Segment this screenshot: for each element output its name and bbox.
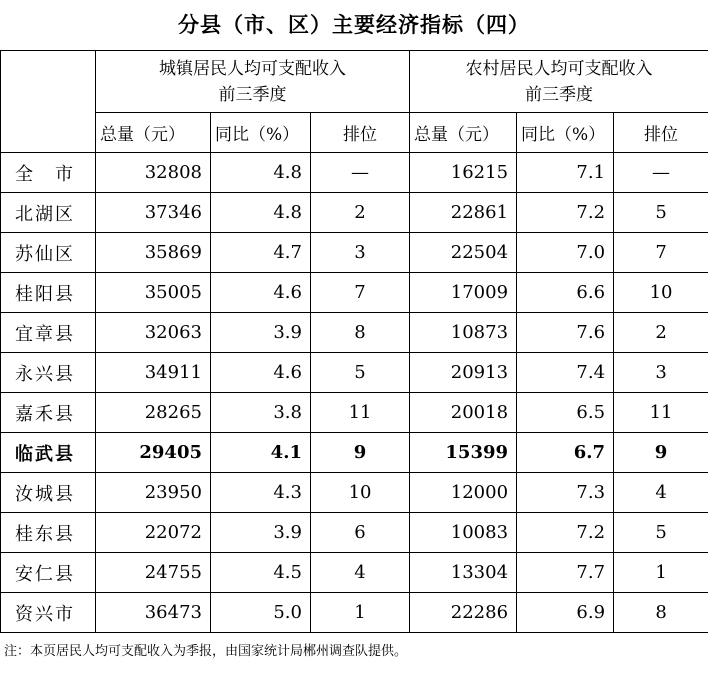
rural-rank-cell: 5 xyxy=(614,193,708,233)
urban-rank-cell: 9 xyxy=(311,433,410,473)
urban-yoy-header: 同比（%） xyxy=(211,113,311,153)
urban-rank-cell: 2 xyxy=(311,193,410,233)
footnote: 注：本页居民人均可支配收入为季报，由国家统计局郴州调查队提供。 xyxy=(4,644,408,659)
table-row xyxy=(1,393,708,433)
urban-group-title: 城镇居民人均可支配收入 xyxy=(159,58,347,79)
rural-group-title: 农村居民人均可支配收入 xyxy=(465,58,653,79)
rural-total-cell: 12000 xyxy=(410,473,517,513)
urban-yoy-cell: 4.8 xyxy=(211,153,311,193)
urban-yoy-cell: 3.8 xyxy=(211,393,311,433)
rural-rank-cell: 10 xyxy=(614,273,708,313)
rural-total-cell: 16215 xyxy=(410,153,517,193)
corner-cell-lower xyxy=(1,113,96,153)
rural-total-cell: 17009 xyxy=(410,273,517,313)
rural-yoy-cell: 7.2 xyxy=(517,193,614,233)
rural-group-header xyxy=(410,51,708,113)
rural-rank-cell: 9 xyxy=(614,433,708,473)
urban-group-period: 前三季度 xyxy=(218,84,287,105)
urban-yoy-cell: 4.1 xyxy=(211,433,311,473)
table-row xyxy=(1,593,708,633)
rural-yoy-cell: 7.6 xyxy=(517,313,614,353)
table-row xyxy=(1,273,708,313)
region-name: 桂东县 xyxy=(1,513,96,553)
urban-total-cell: 37346 xyxy=(96,193,211,233)
urban-rank-cell: 3 xyxy=(311,233,410,273)
rural-rank-cell: 11 xyxy=(614,393,708,433)
urban-total-cell: 32808 xyxy=(96,153,211,193)
urban-total-cell: 35869 xyxy=(96,233,211,273)
urban-yoy-cell: 4.3 xyxy=(211,473,311,513)
rural-total-cell: 20913 xyxy=(410,353,517,393)
rural-total-cell: 15399 xyxy=(410,433,517,473)
rural-group-period: 前三季度 xyxy=(525,84,594,105)
urban-yoy-cell: 3.9 xyxy=(211,313,311,353)
urban-total-cell: 23950 xyxy=(96,473,211,513)
urban-total-cell: 22072 xyxy=(96,513,211,553)
urban-rank-header: 排位 xyxy=(311,113,410,153)
rural-yoy-cell: 6.6 xyxy=(517,273,614,313)
rural-rank-cell: 4 xyxy=(614,473,708,513)
rural-yoy-cell: 6.7 xyxy=(517,433,614,473)
rural-yoy-cell: 7.3 xyxy=(517,473,614,513)
urban-rank-cell: 8 xyxy=(311,313,410,353)
rural-rank-cell: — xyxy=(614,153,708,193)
table-row xyxy=(1,313,708,353)
rural-yoy-cell: 7.4 xyxy=(517,353,614,393)
urban-total-cell: 32063 xyxy=(96,313,211,353)
urban-rank-cell: 5 xyxy=(311,353,410,393)
urban-total-cell: 29405 xyxy=(96,433,211,473)
rural-total-cell: 20018 xyxy=(410,393,517,433)
urban-group-header xyxy=(96,51,410,113)
indicator-table xyxy=(0,50,708,633)
urban-yoy-cell: 4.6 xyxy=(211,273,311,313)
urban-total-cell: 36473 xyxy=(96,593,211,633)
urban-rank-cell: 1 xyxy=(311,593,410,633)
rural-rank-cell: 2 xyxy=(614,313,708,353)
table-row xyxy=(1,153,708,193)
corner-cell xyxy=(1,51,96,113)
table-row xyxy=(1,513,708,553)
region-name: 全 市 xyxy=(1,153,96,193)
table-row xyxy=(1,553,708,593)
urban-rank-cell: 11 xyxy=(311,393,410,433)
region-name: 宜章县 xyxy=(1,313,96,353)
rural-rank-cell: 5 xyxy=(614,513,708,553)
rural-rank-cell: 3 xyxy=(614,353,708,393)
region-name: 资兴市 xyxy=(1,593,96,633)
page-title: 分县（市、区）主要经济指标（四） xyxy=(178,13,530,37)
urban-rank-cell: 4 xyxy=(311,553,410,593)
rural-yoy-header: 同比（%） xyxy=(517,113,614,153)
rural-total-cell: 22286 xyxy=(410,593,517,633)
column-header-row xyxy=(1,113,708,153)
urban-yoy-cell: 3.9 xyxy=(211,513,311,553)
urban-total-header: 总量（元） xyxy=(96,113,211,153)
urban-yoy-cell: 4.5 xyxy=(211,553,311,593)
region-name: 永兴县 xyxy=(1,353,96,393)
region-name: 临武县 xyxy=(1,433,96,473)
urban-total-cell: 24755 xyxy=(96,553,211,593)
rural-total-header: 总量（元） xyxy=(410,113,517,153)
rural-yoy-cell: 6.9 xyxy=(517,593,614,633)
table-row xyxy=(1,353,708,393)
urban-total-cell: 35005 xyxy=(96,273,211,313)
region-name: 桂阳县 xyxy=(1,273,96,313)
rural-total-cell: 10083 xyxy=(410,513,517,553)
urban-total-cell: 34911 xyxy=(96,353,211,393)
urban-rank-cell: 7 xyxy=(311,273,410,313)
urban-yoy-cell: 4.7 xyxy=(211,233,311,273)
rural-total-cell: 13304 xyxy=(410,553,517,593)
table-row xyxy=(1,473,708,513)
rural-yoy-cell: 7.2 xyxy=(517,513,614,553)
rural-yoy-cell: 7.1 xyxy=(517,153,614,193)
region-name: 安仁县 xyxy=(1,553,96,593)
urban-rank-cell: 6 xyxy=(311,513,410,553)
rural-total-cell: 10873 xyxy=(410,313,517,353)
rural-yoy-cell: 7.7 xyxy=(517,553,614,593)
rural-rank-cell: 1 xyxy=(614,553,708,593)
region-name: 汝城县 xyxy=(1,473,96,513)
urban-yoy-cell: 4.6 xyxy=(211,353,311,393)
table-row xyxy=(1,193,708,233)
urban-total-cell: 28265 xyxy=(96,393,211,433)
urban-yoy-cell: 5.0 xyxy=(211,593,311,633)
table-row xyxy=(1,233,708,273)
rural-total-cell: 22861 xyxy=(410,193,517,233)
rural-rank-cell: 7 xyxy=(614,233,708,273)
region-name: 北湖区 xyxy=(1,193,96,233)
rural-yoy-cell: 6.5 xyxy=(517,393,614,433)
rural-total-cell: 22504 xyxy=(410,233,517,273)
group-header-row xyxy=(1,51,708,113)
rural-rank-header: 排位 xyxy=(614,113,708,153)
urban-rank-cell: 10 xyxy=(311,473,410,513)
region-name: 苏仙区 xyxy=(1,233,96,273)
rural-yoy-cell: 7.0 xyxy=(517,233,614,273)
table-row xyxy=(1,433,708,473)
urban-yoy-cell: 4.8 xyxy=(211,193,311,233)
region-name: 嘉禾县 xyxy=(1,393,96,433)
rural-rank-cell: 8 xyxy=(614,593,708,633)
urban-rank-cell: — xyxy=(311,153,410,193)
